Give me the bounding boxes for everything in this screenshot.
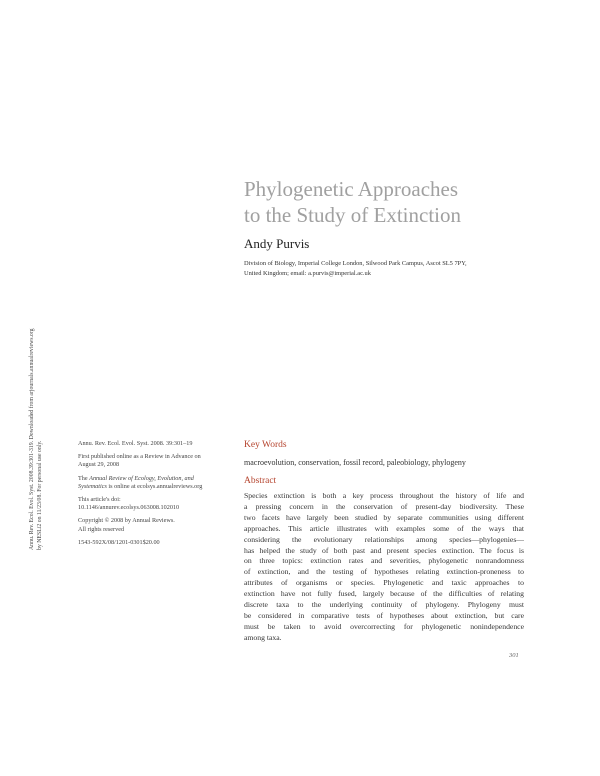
abstract-line: of extinction, and the testing of hypotheses relating extinction-proneness to — [244, 567, 524, 577]
abstract-line: be considered in comparative tests of hypotheses about extinction, but care — [244, 610, 524, 620]
download-note — [28, 240, 72, 550]
abstract-line: has helped the study of both past and present species extinction. The focus is — [244, 545, 524, 555]
abstract-line: two facets have largely been studied by separate communities using different — [244, 512, 524, 522]
copyright-note: Copyright © 2008 by Annual Reviews. All rights reserved — [78, 517, 175, 533]
page-number: 301 — [509, 652, 519, 659]
title-line-2: to the Study of Extinction — [244, 203, 461, 227]
abstract-line: attributes of organisms or species. Phylogenetic and taxic approaches to — [244, 578, 524, 588]
abstract-line: considering the evolutionary relationships among species—phylogenies— — [244, 534, 524, 544]
author-affiliation — [244, 259, 564, 279]
abstract-heading: Abstract — [244, 476, 277, 486]
download-note-line-2: by NESLi2 on 11/23/08. For personal use only. — [37, 440, 43, 550]
citation: Annu. Rev. Ecol. Evol. Syst. 2008. 39:301–19 — [78, 440, 193, 447]
abstract-text — [244, 491, 524, 644]
author-name: Andy Purvis — [244, 236, 310, 251]
issn: 1543-592X/08/1201-0301$20.00 — [78, 538, 160, 546]
abstract-line: on three topics: extinction rates and severities, phylogenetic nonrandomness — [244, 556, 524, 566]
article-metadata — [78, 440, 228, 552]
keywords-text: macroevolution, conservation, fossil record, paleobiology, phylogeny — [244, 458, 466, 467]
affiliation-line-1: Division of Biology, Imperial College London, Silwood Park Campus, Ascot SL5 7PY, — [244, 260, 467, 267]
doi-note: This article's doi: 10.1146/annurev.ecolsys.063008.102010 — [78, 496, 180, 512]
abstract-line: discrete taxa to the underlying continuity of phylogeny. Phylogeny must — [244, 600, 524, 610]
title-line-1: Phylogenetic Approaches — [244, 177, 459, 201]
article-title — [244, 176, 574, 228]
abstract-line: approaches. This article illustrates with examples some of the ways that — [244, 523, 524, 533]
affiliation-line-2: United Kingdom; email: a.purvis@imperial.ac.uk — [244, 270, 371, 277]
abstract-line: must be taken to avoid overcorrecting for phylogenetic nonindependence — [244, 621, 524, 631]
abstract-line: a pressing concern in the conservation of present-day biodiversity. These — [244, 501, 524, 511]
abstract-line: extinction have not fully fused, largely because of the difficulties of relating — [244, 589, 524, 599]
online-note: The Annual Review of Ecology, Evolution, and Systematics is online at ecolsys.annualreviews.org — [78, 474, 203, 490]
abstract-line: among taxa. — [244, 632, 282, 642]
keywords-heading: Key Words — [244, 440, 287, 450]
abstract-line: Species extinction is both a key process throughout the history of life and — [244, 491, 524, 500]
download-note-line-1: Annu. Rev. Ecol. Evol. Syst. 2008.39:301-319. Downloaded from arjournals.annualreviews.org — [29, 328, 35, 550]
publication-note: First published online as a Review in Advance on August 29, 2008 — [78, 453, 201, 469]
